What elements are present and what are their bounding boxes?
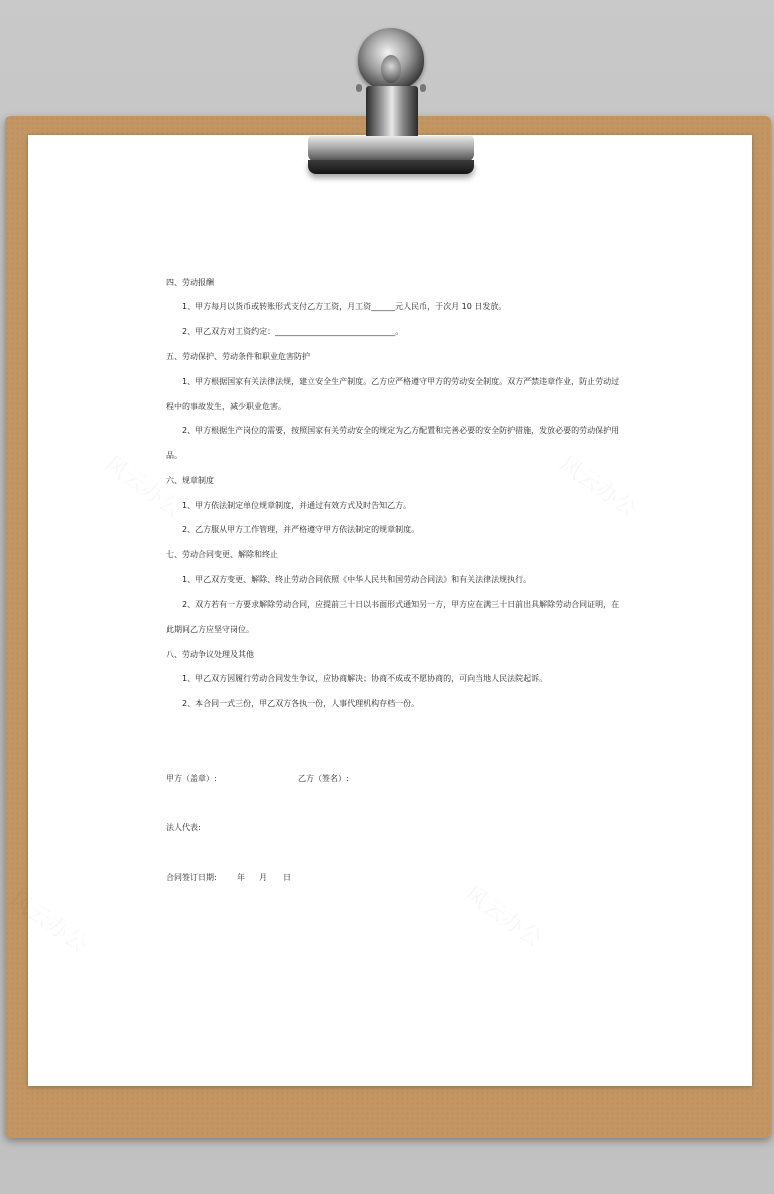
section-heading: 五、劳动保护、劳动条件和职业危害防护 xyxy=(166,352,310,361)
clause-line: 1、甲方根据国家有关法律法规，建立安全生产制度。乙方应严格遵守甲方的劳动安全制度。双方严禁违章作业，防止劳动过 xyxy=(182,377,620,386)
date-label: 合同签订日期: xyxy=(166,873,217,882)
clause-line: 2、甲方根据生产岗位的需要，按照国家有关劳动安全的规定为乙方配置和完善必要的安全防护措施，发放必要的劳动保护用 xyxy=(182,426,620,435)
clause-line: 2、双方若有一方要求解除劳动合同，应提前三十日以书面形式通知另一方，甲方应在满三十日前出具解除劳动合同证明，在 xyxy=(182,600,620,609)
party-b-label: 乙方（签名）: xyxy=(298,774,349,783)
clause-line: 品。 xyxy=(166,451,182,460)
legal-rep-label: 法人代表: xyxy=(166,823,201,832)
date-month: 月 xyxy=(259,873,267,882)
clause-line: 2、甲乙双方对工资约定：______________________________。 xyxy=(182,327,404,336)
date-day: 日 xyxy=(283,873,291,882)
clause-line: 程中的事故发生，减少职业危害。 xyxy=(166,402,286,411)
section-heading: 八、劳动争议处理及其他 xyxy=(166,650,254,659)
section-heading: 四、劳动报酬 xyxy=(166,278,214,287)
clause-line: 1、甲乙双方因履行劳动合同发生争议，应协商解决；协商不成或不愿协商的，可向当地人民法院起诉。 xyxy=(182,674,548,683)
section-heading: 七、劳动合同变更、解除和终止 xyxy=(166,550,278,559)
date-year: 年 xyxy=(237,873,245,882)
section-heading: 六、规章制度 xyxy=(166,476,214,485)
clause-line: 2、乙方服从甲方工作管理，并严格遵守甲方依法制定的规章制度。 xyxy=(182,525,420,534)
clause-line: 2、本合同一式三份，甲乙双方各执一份，人事代理机构存档一份。 xyxy=(182,699,420,708)
clause-line: 1、甲乙双方变更、解除、终止劳动合同依照《中华人民共和国劳动合同法》和有关法律法规执行。 xyxy=(182,575,532,584)
clause-line: 1、甲方依法制定单位规章制度，并通过有效方式及时告知乙方。 xyxy=(182,501,412,510)
clause-line: 1、甲方每月以货币或转账形式支付乙方工资，月工资______元人民币，于次月 10 日发放。 xyxy=(182,302,507,311)
party-a-label: 甲方（盖章）: xyxy=(166,774,217,783)
clause-line: 此期间乙方应坚守岗位。 xyxy=(166,625,254,634)
